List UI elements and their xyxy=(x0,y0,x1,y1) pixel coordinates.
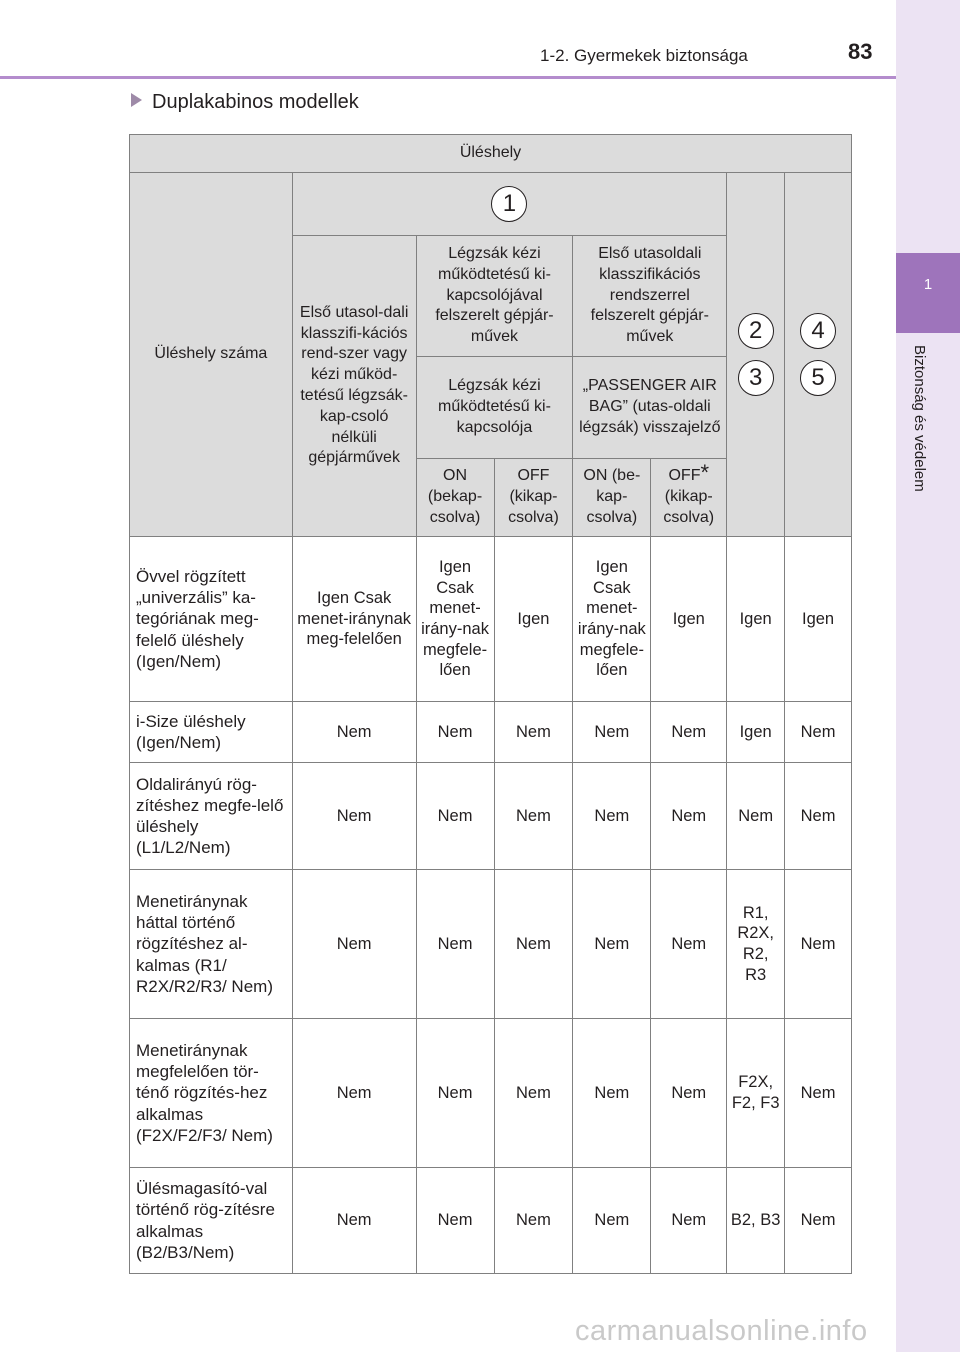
table-cell: Igen Csak menet-irány-nak megfele-lően xyxy=(416,537,494,702)
row-label: Menetiránynak háttal történő rögzítéshez al-kalmas (R1/ R2X/R2/R3/ Nem) xyxy=(130,870,293,1019)
table-cell: F2X, F2, F3 xyxy=(727,1019,785,1168)
chapter-tab-number: 1 xyxy=(923,276,933,293)
row-label: Övvel rögzített „univerzális” ka-tegóriának meg-felelő üléshely (Igen/Nem) xyxy=(130,537,293,702)
state-header: OFF (kikap-csolva) xyxy=(494,459,573,537)
table-cell: Nem xyxy=(651,870,727,1019)
table-cell: Nem xyxy=(651,1019,727,1168)
state-header-off-subtext: (kikap-csolva) xyxy=(663,488,715,526)
table-cell: Igen xyxy=(785,537,852,702)
table-cell: Nem xyxy=(416,1168,494,1274)
table-cell: Igen Csak menet-iránynak meg-felelően xyxy=(292,537,416,702)
table-cell: Nem xyxy=(292,1019,416,1168)
table-row xyxy=(130,1168,852,1274)
table-cell: Nem xyxy=(292,702,416,763)
side-strip xyxy=(896,0,960,1352)
airbag-indicator-header: „PASSENGER AIR BAG” (utas-oldali légzsák) visszajelző xyxy=(573,357,727,459)
table-cell: R1, R2X, R2, R3 xyxy=(727,870,785,1019)
table-cell: Nem xyxy=(785,702,852,763)
table-cell: Nem xyxy=(494,1019,573,1168)
table-cell: Nem xyxy=(292,1168,416,1274)
manual-switch-vehicles-header: Légzsák kézi működtetésű ki-kapcsolójával felszerelt gépjár-művek xyxy=(416,236,573,357)
table-top-header: Üléshely xyxy=(130,135,852,173)
table-cell: Nem xyxy=(292,870,416,1019)
state-header-off-label: OFF xyxy=(668,467,701,485)
seat-4-marker: 4 xyxy=(800,313,836,349)
table-cell: Nem xyxy=(494,763,573,870)
seat-4-5-header xyxy=(785,173,852,537)
table-cell: Nem xyxy=(573,870,651,1019)
table-cell: Nem xyxy=(494,702,573,763)
table-cell: B2, B3 xyxy=(727,1168,785,1274)
row-label: Menetiránynak megfelelően tör-ténő rögzítés-hez alkalmas (F2X/F2/F3/ Nem) xyxy=(130,1019,293,1168)
table-cell: Igen Csak menet-irány-nak megfele-lően xyxy=(573,537,651,702)
table-row xyxy=(130,702,852,763)
table-cell: Nem xyxy=(573,1168,651,1274)
table-row xyxy=(130,870,852,1019)
triangle-bullet-icon xyxy=(131,93,142,107)
table-row xyxy=(130,763,852,870)
table-cell: Nem xyxy=(416,702,494,763)
seating-position-table xyxy=(129,134,852,1274)
seat-1-header xyxy=(292,173,726,236)
seat-5-marker: 5 xyxy=(800,360,836,396)
table-cell: Nem xyxy=(785,763,852,870)
classification-vehicles-header: Első utasoldali klasszifikációs rendszerrel felszerelt gépjár-művek xyxy=(573,236,727,357)
table-row xyxy=(130,1019,852,1168)
table-cell: Nem xyxy=(416,763,494,870)
table-cell: Igen xyxy=(727,702,785,763)
manual-switch-header: Légzsák kézi működtetésű ki-kapcsolója xyxy=(416,357,573,459)
chapter-title: 1-2. Gyermekek biztonsága xyxy=(540,46,748,65)
table-row xyxy=(130,537,852,702)
table-cell: Nem xyxy=(416,1019,494,1168)
table-cell: Nem xyxy=(494,1168,573,1274)
table-cell: Nem xyxy=(416,870,494,1019)
watermark: carmanualsonline.info xyxy=(575,1315,868,1347)
row-label: Oldalirányú rög-zítéshez megfe-lelő üléshely (L1/L2/Nem) xyxy=(130,763,293,870)
section-heading-text: Duplakabinos modellek xyxy=(152,91,359,113)
seat-2-marker: 2 xyxy=(738,313,774,349)
table-cell: Nem xyxy=(573,763,651,870)
table-cell: Nem xyxy=(785,1019,852,1168)
table-cell: Nem xyxy=(292,763,416,870)
table-cell: Nem xyxy=(785,1168,852,1274)
chapter-tab-label: Biztonság és védelem xyxy=(911,345,928,492)
table-cell: Nem xyxy=(573,702,651,763)
seat-2-3-header xyxy=(727,173,785,537)
table-cell: Nem xyxy=(727,763,785,870)
seat-3-marker: 3 xyxy=(738,360,774,396)
section-heading xyxy=(131,91,359,114)
seat-number-header: Üléshely száma xyxy=(130,173,293,537)
seat-1-marker: 1 xyxy=(491,186,527,222)
no-switch-vehicles-header: Első utasol-dali klasszifi-kációs rend-szer vagy kézi működ-tetésű légzsák-kap-csoló nélküli gépjárművek xyxy=(292,236,416,537)
table-cell: Nem xyxy=(573,1019,651,1168)
table-cell: Nem xyxy=(651,1168,727,1274)
chapter-tab xyxy=(896,253,960,333)
state-header: ON (be-kap-csolva) xyxy=(573,459,651,537)
footnote-asterisk: * xyxy=(700,460,710,486)
header-rule xyxy=(0,76,896,79)
state-header-off-footnoted xyxy=(651,459,727,537)
table-cell: Nem xyxy=(494,870,573,1019)
state-header: ON (bekap-csolva) xyxy=(416,459,494,537)
row-label: i-Size üléshely (Igen/Nem) xyxy=(130,702,293,763)
table-cell: Igen xyxy=(651,537,727,702)
table-cell: Nem xyxy=(785,870,852,1019)
table-cell: Igen xyxy=(494,537,573,702)
row-label: Ülésmagasító-val történő rög-zítésre alkalmas (B2/B3/Nem) xyxy=(130,1168,293,1274)
table-cell: Nem xyxy=(651,702,727,763)
page-number: 83 xyxy=(848,39,873,64)
table-cell: Nem xyxy=(651,763,727,870)
table-cell: Igen xyxy=(727,537,785,702)
